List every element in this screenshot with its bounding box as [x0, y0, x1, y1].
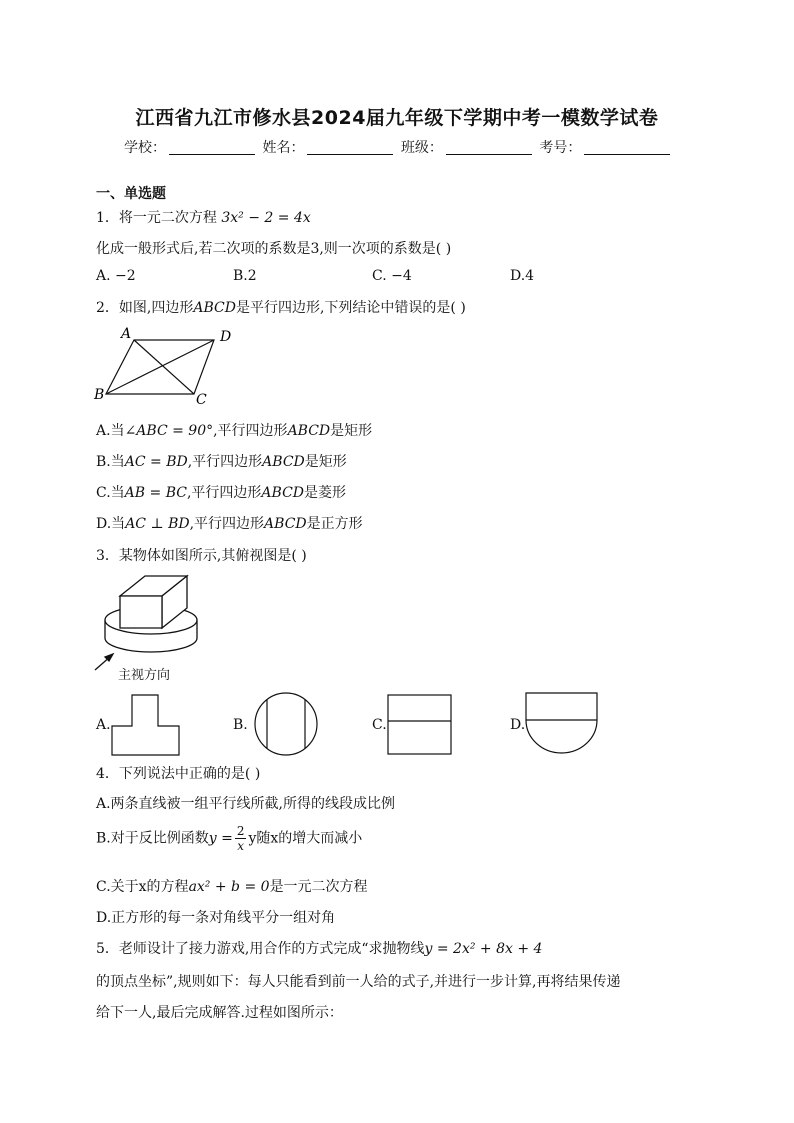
- block-front: [120, 596, 162, 628]
- q2-a-mid: ,平行四边形: [213, 423, 288, 439]
- q2-a-shape: ABCD: [287, 423, 331, 439]
- q5-line3: 给下一人,最后完成解答.过程如图所示：: [96, 1005, 343, 1021]
- q2-b-mid: ,平行四边形: [187, 454, 263, 470]
- q4-b-numerator: 2: [236, 824, 245, 838]
- q3-option-c-label[interactable]: C.: [372, 717, 387, 733]
- q2-d-shape: ABCD: [264, 516, 307, 532]
- q4-option-b[interactable]: [96, 824, 362, 853]
- q2-option-d[interactable]: [96, 513, 363, 533]
- q1-equation: 3x² − 2 = 4x: [221, 210, 311, 226]
- exam-title: 江西省九江市修水县2024届九年级下学期中考一模数学试卷: [135, 107, 659, 129]
- q2-b-condition: AC = BD: [124, 454, 188, 470]
- q3-stem: 3．某物体如图所示,其俯视图是( ): [96, 548, 307, 564]
- q2-d-condition: AC ⊥ BD: [125, 516, 190, 532]
- q4-b-suffix: y随x的增大而减小: [248, 830, 363, 847]
- option-d-figure[interactable]: [525, 692, 599, 756]
- q4-c-suffix: 是一元二次方程: [269, 879, 368, 895]
- q1-line2: 化成一般形式后,若二次项的系数是3,则一次项的系数是( ): [96, 241, 452, 257]
- q4-c-equation: ax² + b = 0: [188, 879, 270, 895]
- q3-option-d-label[interactable]: D.: [510, 717, 526, 733]
- q4-option-d[interactable]: D.正方形的每一条对角线平分一组对角: [96, 910, 336, 926]
- number-label: 考号：: [539, 140, 582, 156]
- q3-option-b-label[interactable]: B.: [233, 717, 248, 733]
- q1-option-b[interactable]: B.2: [233, 268, 257, 284]
- q4-b-fraction: [235, 824, 247, 853]
- q4-b-denominator: x: [237, 839, 245, 853]
- label-c: C: [196, 392, 207, 408]
- q2-stem-line: [96, 297, 466, 317]
- label-a: A: [121, 326, 132, 342]
- number-blank[interactable]: [584, 154, 670, 155]
- name-label: 姓名：: [262, 140, 305, 156]
- option-a-figure[interactable]: [111, 694, 181, 756]
- q2-option-c[interactable]: [96, 482, 346, 502]
- q2-b-suffix: 是矩形: [304, 454, 347, 470]
- school-label: 学校：: [124, 140, 166, 156]
- q2-c-prefix: C.当: [96, 485, 125, 501]
- name-blank[interactable]: [307, 154, 393, 155]
- q2-d-mid: ,平行四边形: [189, 516, 265, 532]
- school-blank[interactable]: [169, 154, 255, 155]
- solid-object-figure: [93, 572, 213, 672]
- label-d: D: [220, 329, 232, 345]
- q4-stem: 4．下列说法中正确的是( ): [96, 766, 261, 782]
- q4-c-prefix: C.关于x的方程: [96, 879, 189, 895]
- q4-b-y: y =: [208, 830, 233, 847]
- q2-stem-end: 是平行四边形,下列结论中错误的是( ): [235, 300, 466, 316]
- q4-option-a[interactable]: A.两条直线被一组平行线所截,所得的线段成比例: [96, 796, 396, 812]
- label-b: B: [94, 387, 105, 403]
- student-info-row: [124, 137, 673, 157]
- diagonal-ac: [134, 340, 194, 394]
- q2-c-mid: ,平行四边形: [186, 485, 262, 501]
- diagonal-bd: [106, 340, 214, 394]
- q4-b-prefix: B.对于反比例函数: [96, 830, 209, 847]
- q2-a-suffix: 是矩形: [330, 423, 373, 439]
- q2-option-a[interactable]: [96, 420, 372, 440]
- q2-b-prefix: B.当: [96, 454, 125, 470]
- q1-stem-line: [96, 207, 311, 227]
- q5-line2: 的顶点坐标”,规则如下：每人只能看到前一人给的式子,并进行一步计算,再将结果传递: [96, 974, 621, 990]
- q2-c-condition: AB = BC: [124, 485, 187, 501]
- section-heading: 一、单选题: [96, 186, 166, 202]
- q4-option-c[interactable]: [96, 876, 368, 896]
- q2-d-prefix: D.当: [96, 516, 126, 532]
- q1-option-a[interactable]: A. −2: [96, 268, 136, 284]
- parallelogram-figure: [94, 326, 254, 406]
- q2-c-suffix: 是菱形: [304, 485, 347, 501]
- q2-stem: 2．如图,四边形: [96, 300, 194, 316]
- view-direction-caption: 主视方向: [118, 668, 171, 683]
- class-blank[interactable]: [446, 154, 532, 155]
- q1-option-d[interactable]: D.4: [510, 268, 535, 284]
- q2-a-prefix: A.当: [96, 423, 125, 439]
- q1-stem: 1．将一元二次方程: [96, 210, 217, 226]
- q5-equation: y = 2x² + 8x + 4: [424, 941, 543, 957]
- q5-stem: 5．老师设计了接力游戏,用合作的方式完成“求抛物线: [96, 941, 425, 957]
- class-label: 班级：: [400, 140, 443, 156]
- q1-option-c[interactable]: C. −4: [372, 268, 412, 284]
- q2-c-shape: ABCD: [261, 485, 305, 501]
- q2-d-suffix: 是正方形: [306, 516, 363, 532]
- q3-option-a-label[interactable]: A.: [96, 717, 111, 733]
- q2-option-b[interactable]: [96, 451, 347, 471]
- q2-abcd: ABCD: [193, 300, 236, 316]
- q2-b-shape: ABCD: [262, 454, 305, 470]
- q2-a-condition: ∠ABC = 90°: [124, 423, 214, 439]
- option-c-figure[interactable]: [387, 694, 453, 756]
- q5-stem-line: [96, 938, 542, 958]
- option-b-figure[interactable]: [249, 692, 325, 756]
